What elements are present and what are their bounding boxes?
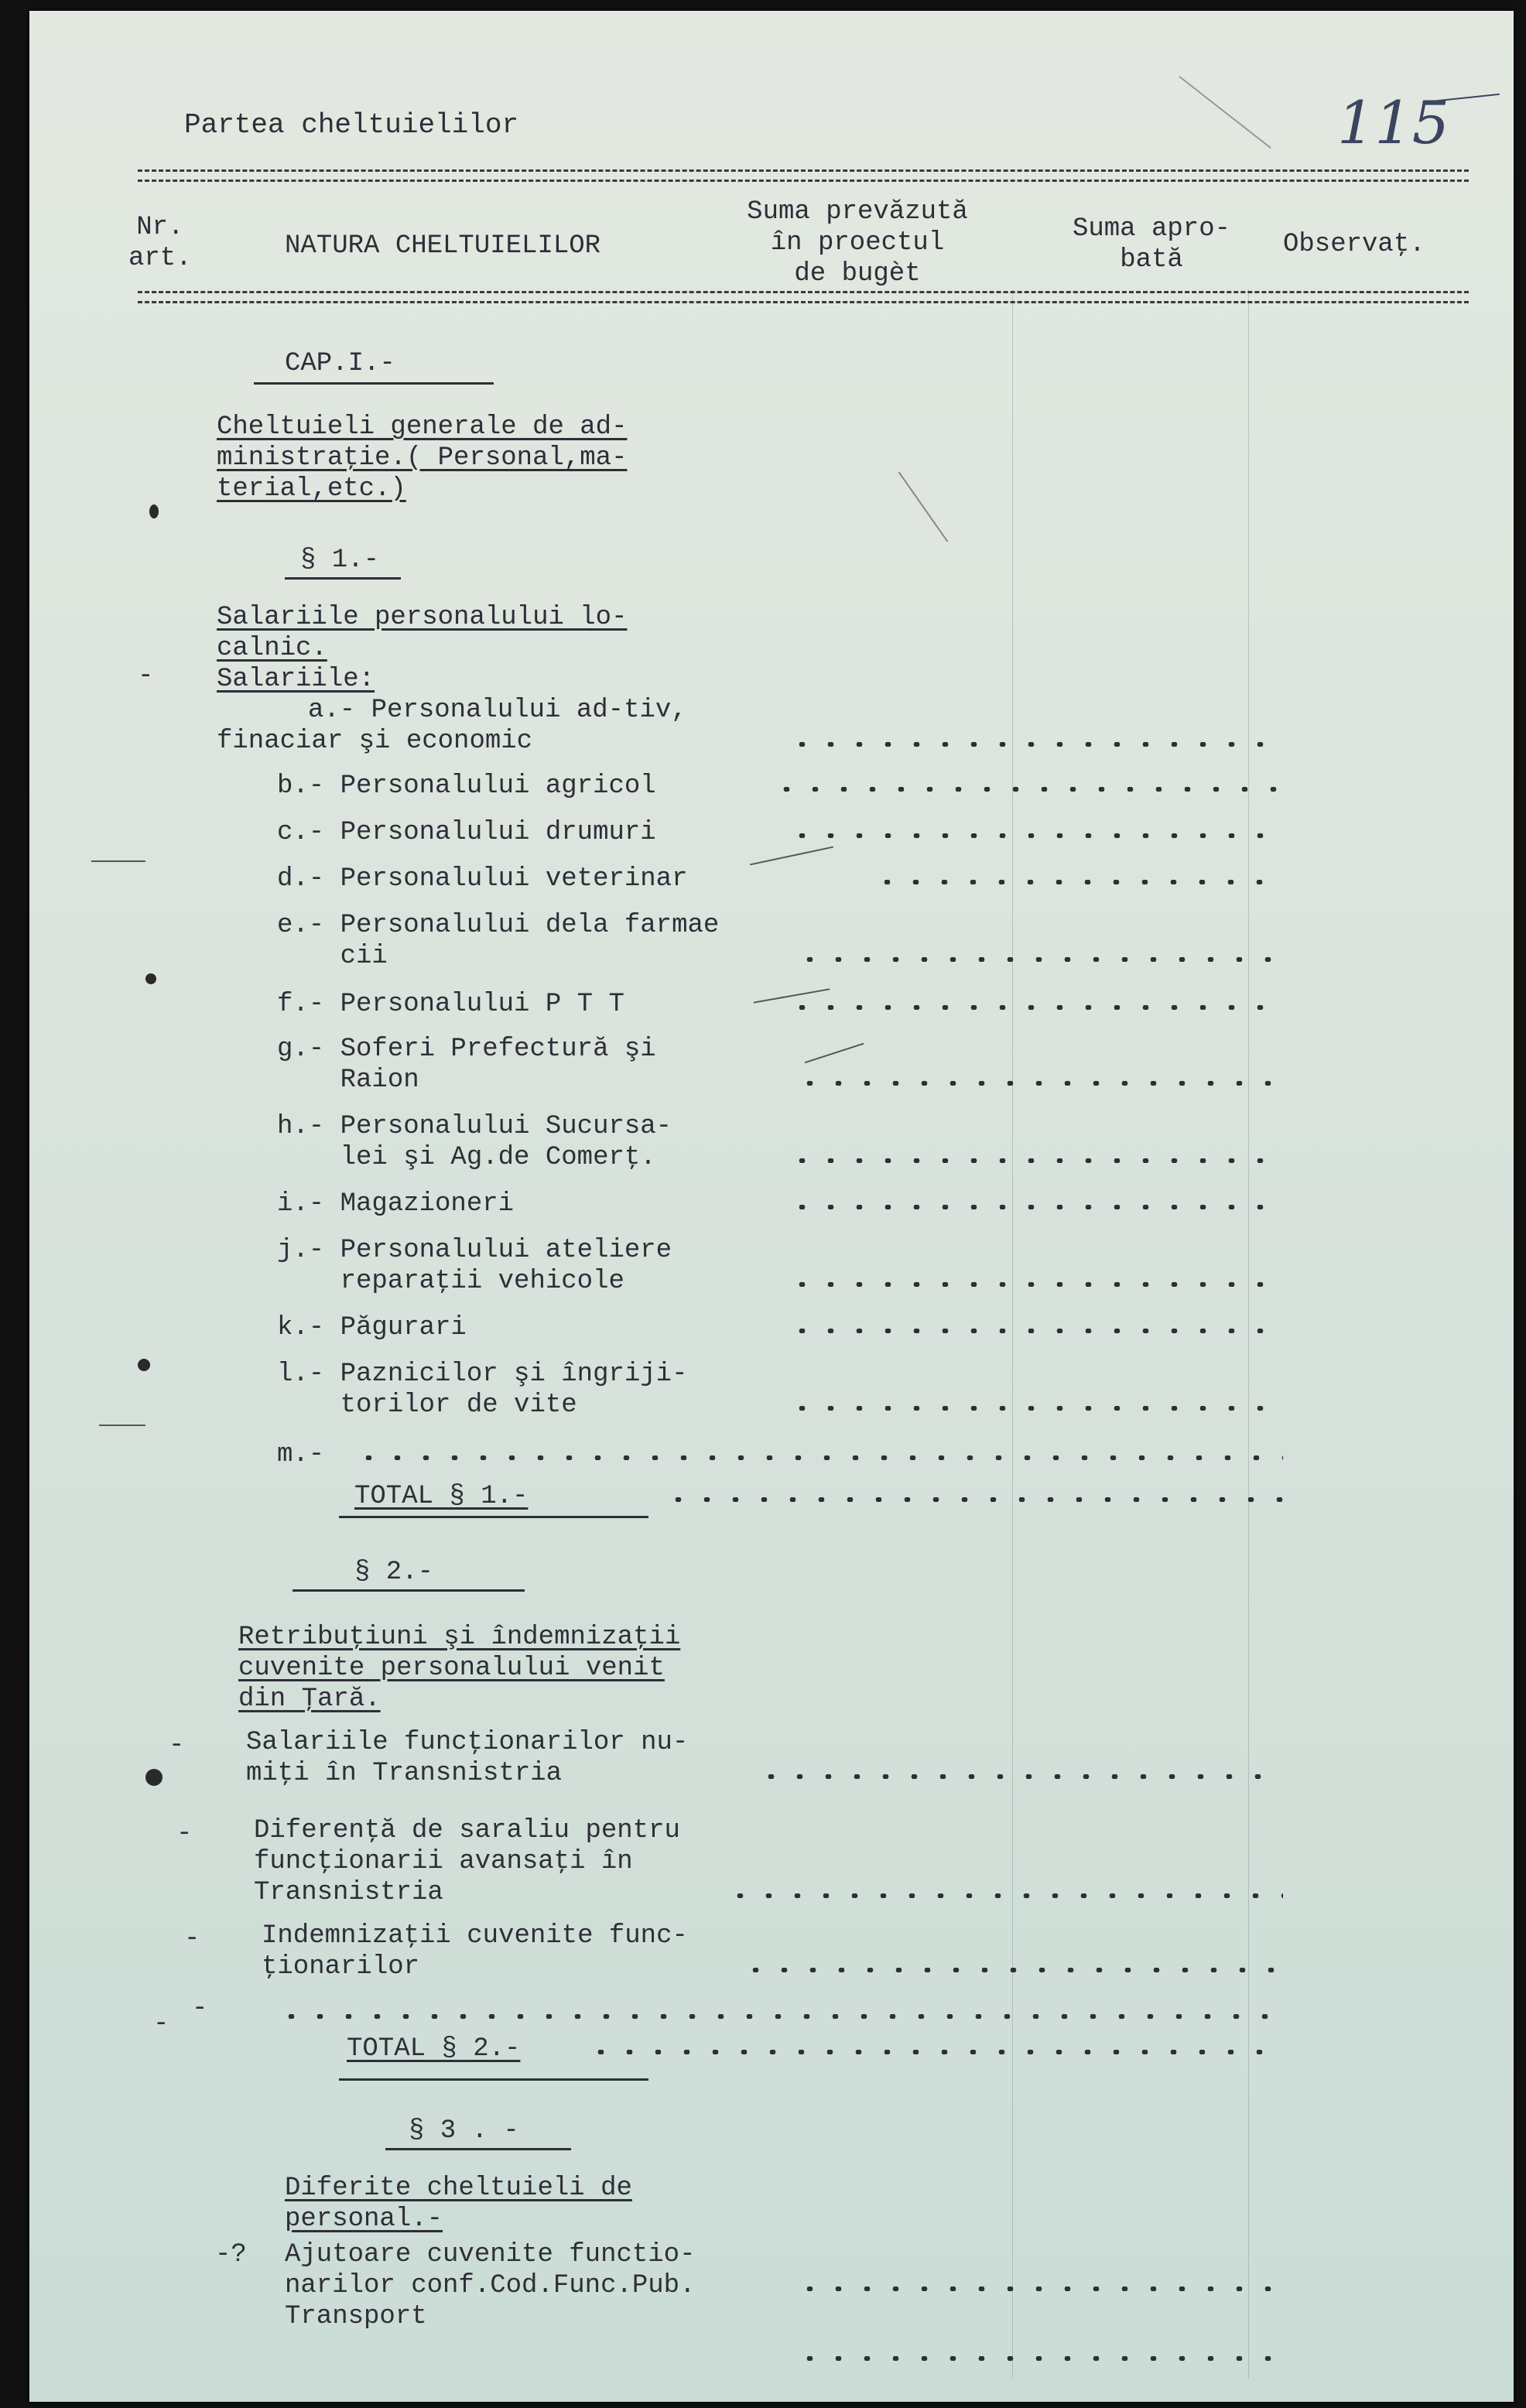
chapter-label: CAP.I.- <box>285 349 395 378</box>
s2-item-1-leader <box>757 1774 1283 1779</box>
item-g-leader <box>796 1081 1283 1086</box>
chapter-title-line3: terial,etc.) <box>217 474 406 504</box>
s3-empty-row-leader <box>796 2356 1283 2361</box>
s2-item-3-line2: ţionarilor <box>262 1952 420 1982</box>
item-e-leader <box>796 957 1283 962</box>
punch-hole <box>138 1359 150 1371</box>
section-2-total-leader <box>587 2050 1283 2054</box>
section-2-underline <box>293 1589 525 1592</box>
pencil-mark <box>898 471 949 542</box>
s2-item-3-leader <box>741 1968 1283 1972</box>
item-m-leader <box>354 1455 1283 1460</box>
item-g-line1: g.- Soferi Prefectură şi <box>277 1035 656 1064</box>
item-e-line1: e.- Personalului dela farmae <box>277 911 720 940</box>
s3-item-1-line1: Ajutoare cuvenite functio- <box>285 2240 696 2269</box>
item-i-leader <box>788 1205 1283 1209</box>
s2-item-2-line2: funcţionarii avansaţi în <box>254 1847 633 1876</box>
header-observatii: Observaţ. <box>1283 230 1425 259</box>
margin-mark: -? <box>215 2240 247 2269</box>
chapter-underline <box>254 382 494 385</box>
item-a-line1: a.- Personalului ad-tiv, <box>308 696 687 725</box>
chapter-title-line2: ministraţie.( Personal,ma- <box>217 443 628 473</box>
section-3-label: § 3 . - <box>409 2116 519 2146</box>
item-d: d.- Personalului veterinar <box>277 864 688 894</box>
pencil-mark <box>99 1425 145 1426</box>
item-e-line2: cii <box>277 942 388 971</box>
item-h-line2: lei şi Ag.de Comerţ. <box>277 1143 656 1172</box>
folio-number: 115 <box>1337 88 1450 157</box>
item-i: i.- Magazioneri <box>277 1189 515 1219</box>
section-2-total-underline <box>339 2078 648 2081</box>
s3-item-1-line3: Transport <box>285 2302 427 2331</box>
header-suma-aprobata <box>1066 214 1237 275</box>
header-aprobata-line2: bată <box>1120 245 1183 275</box>
section-3-underline <box>385 2148 571 2150</box>
pencil-mark <box>91 860 145 862</box>
item-f-leader <box>788 1005 1283 1010</box>
item-j-line2: reparaţii vehicole <box>277 1267 624 1296</box>
section-1-title-line1: Salariile personalului lo- <box>217 603 628 632</box>
s2-item-2-line3: Transnistria <box>254 1878 443 1907</box>
s2-item-3-line1: Indemnizaţii cuvenite func- <box>262 1921 688 1951</box>
item-j-line1: j.- Personalului ateliere <box>277 1236 672 1265</box>
item-a-leader <box>788 742 1283 747</box>
pencil-mark <box>750 847 833 866</box>
chapter-title-line1: Cheltuieli generale de ad- <box>217 412 628 442</box>
item-b-leader <box>772 787 1283 792</box>
section-2-total: TOTAL § 2.- <box>347 2034 521 2064</box>
section-3-title-line1: Diferite cheltuieli de <box>285 2174 632 2203</box>
s2-item-1-line2: miţi în Transnistria <box>246 1759 563 1788</box>
pencil-mark <box>1179 76 1271 149</box>
column-guide <box>1248 289 1249 2379</box>
pencil-mark <box>805 1043 864 1064</box>
item-c: c.- Personalului drumuri <box>277 818 656 847</box>
item-a-line2: finaciar şi economic <box>217 727 533 756</box>
section-1-title-line2: calnic. <box>217 634 327 663</box>
header-nr: Nr. <box>136 213 184 242</box>
section-2-title-line2: cuvenite personalului venit <box>238 1654 665 1683</box>
punch-hole <box>145 973 156 984</box>
header-suma-line2: în proectul <box>770 228 945 258</box>
header-art: art. <box>128 244 192 273</box>
header-suma-line3: de bugèt <box>794 259 921 289</box>
margin-mark: - <box>184 1924 200 1954</box>
item-d-leader <box>873 880 1283 884</box>
s2-empty-row-leader <box>277 2014 1283 2019</box>
header-nr-art <box>128 212 192 274</box>
header-suma-prevazuta <box>726 197 989 289</box>
header-rule-bottom <box>138 291 1469 303</box>
item-h-leader <box>788 1158 1283 1163</box>
item-g-line2: Raion <box>277 1065 419 1095</box>
section-2-title-line1: Retribuţiuni şi îndemnizaţii <box>238 1623 681 1652</box>
item-b: b.- Personalului agricol <box>277 771 656 801</box>
item-j-leader <box>788 1282 1283 1287</box>
pencil-mark <box>754 988 830 1003</box>
header-aprobata-line1: Suma apro- <box>1072 214 1231 244</box>
item-c-leader <box>788 833 1283 838</box>
section-1-label: § 1.- <box>300 546 380 575</box>
s3-item-1-line2: narilor conf.Cod.Func.Pub. <box>285 2271 696 2300</box>
s2-item-2-leader <box>726 1893 1283 1898</box>
s2-item-1-line1: Salariile funcţionarilor nu- <box>246 1728 689 1757</box>
header-rule-top <box>138 169 1469 182</box>
item-k: k.- Păgurari <box>277 1313 467 1343</box>
page-title: Partea cheltuielilor <box>184 109 519 141</box>
section-1-total: TOTAL § 1.- <box>354 1482 529 1511</box>
item-l-leader <box>788 1406 1283 1411</box>
item-k-leader <box>788 1329 1283 1333</box>
section-1-underline <box>285 577 401 580</box>
header-natura: NATURA CHELTUIELILOR <box>285 231 601 261</box>
section-2-label: § 2.- <box>354 1558 434 1587</box>
section-1-subtitle: Salariile: <box>217 665 375 694</box>
punch-hole <box>145 1769 163 1786</box>
item-h-line1: h.- Personalului Sucursa- <box>277 1112 672 1141</box>
header-suma-line1: Suma prevăzută <box>747 197 968 227</box>
item-m: m.- <box>277 1440 325 1469</box>
margin-mark: - <box>176 1819 193 1849</box>
section-1-total-underline <box>339 1516 648 1518</box>
section-2-title-line3: din Ţară. <box>238 1685 381 1714</box>
margin-mark: - <box>169 1731 185 1760</box>
margin-mark: - <box>153 2010 169 2039</box>
section-3-title-line2: personal.- <box>285 2204 443 2234</box>
s3-item-1-leader <box>796 2287 1283 2291</box>
item-f: f.- Personalului P T T <box>277 990 624 1019</box>
section-1-total-leader <box>664 1497 1283 1502</box>
margin-mark: - <box>138 662 154 691</box>
item-l-line1: l.- Paznicilor şi îngriji- <box>277 1360 688 1389</box>
punch-hole <box>149 505 159 518</box>
s2-item-2-line1: Diferenţă de saraliu pentru <box>254 1816 680 1845</box>
item-l-line2: torilor de vite <box>277 1390 577 1420</box>
margin-mark: - <box>192 1994 208 2023</box>
column-guide <box>1012 289 1013 2379</box>
document-page <box>29 11 1514 2402</box>
